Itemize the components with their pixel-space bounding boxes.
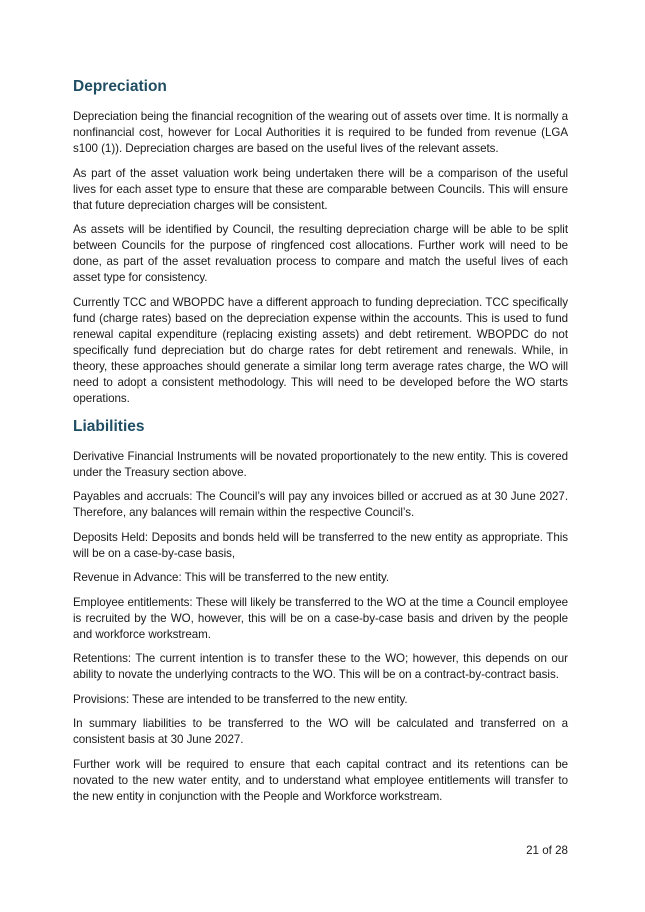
depreciation-paragraph-3: As assets will be identified by Council, the resulting depreciation charge will be able to be split between Councils for the purpose of ringfenced cost allocations. Further work will need to be done, as part of the asset revaluation process to compare and match the useful lives of each asset type for consistency.: [73, 223, 568, 284]
liabilities-paragraph-3: Deposits Held: Deposits and bonds held will be transferred to the new entity as appropriate. This will be on a case-by-case basis,: [73, 530, 568, 560]
liabilities-paragraph-7: Provisions: These are intended to be transferred to the new entity.: [73, 692, 408, 706]
document-page: [73, 78, 568, 813]
liabilities-heading: Liabilities: [73, 417, 145, 435]
liabilities-paragraph-4: Revenue in Advance: This will be transferred to the new entity.: [73, 571, 390, 584]
liabilities-paragraph-5: Employee entitlements: These will likely be transferred to the WO at the time a Council employee is recruited by the WO, however, this will be on a case-by-case basis and driven by the people and workforce workstream.: [73, 595, 568, 641]
liabilities-paragraph-6: Retentions: The current intention is to transfer these to the WO; however, this depends on our ability to novate the underlying contracts to the WO. This will be on a contract-by-contract basis.: [73, 652, 568, 681]
depreciation-paragraph-1: Depreciation being the financial recognition of the wearing out of assets over time. It is normally a nonfinancial cost, however for Local Authorities it is required to be funded from revenue (LGA s100 (1)). Depreciation charges are based on the useful lives of the relevant assets.: [73, 110, 568, 155]
liabilities-paragraph-2: Payables and accruals: The Council’s will pay any invoices billed or accrued as at 30 June 2027. Therefore, any balances will remain within the respective Council’s.: [73, 490, 568, 519]
liabilities-paragraph-8: In summary liabilities to be transferred to the WO will be calculated and transferred on a consistent basis at 30 June 2027.: [73, 717, 568, 746]
depreciation-paragraph-2: As part of the asset valuation work being undertaken there will be a comparison of the useful lives for each asset type to ensure that these are comparable between Councils. This will ensure that future depreciation charges will be consistent.: [73, 166, 568, 212]
depreciation-heading: Depreciation: [73, 78, 167, 95]
liabilities-paragraph-1: Derivative Financial Instruments will be novated proportionately to the new entity. This is covered under the Treasury section above.: [73, 449, 568, 479]
liabilities-paragraph-9: Further work will be required to ensure that each capital contract and its retentions can be novated to the new water entity, and to understand what employee entitlements will transfer to the new entity in conjunction with the People and Workforce workstream.: [73, 757, 568, 803]
depreciation-paragraph-4: Currently TCC and WBOPDC have a different approach to funding depreciation. TCC specifically fund (charge rates) based on the depreciation expense within the accounts. This is used to fund renewal capital expenditure (replacing existing assets) and debt retirement. WBOPDC do not specifically fund depreciation but do charge rates for debt retirement and renewals. While, in theory, these approaches should generate a similar long term average rates charge, the WO will need to adopt a consistent methodology. This will need to be developed before the WO starts operations.: [73, 295, 568, 405]
page-number: 21 of 28: [526, 844, 568, 857]
